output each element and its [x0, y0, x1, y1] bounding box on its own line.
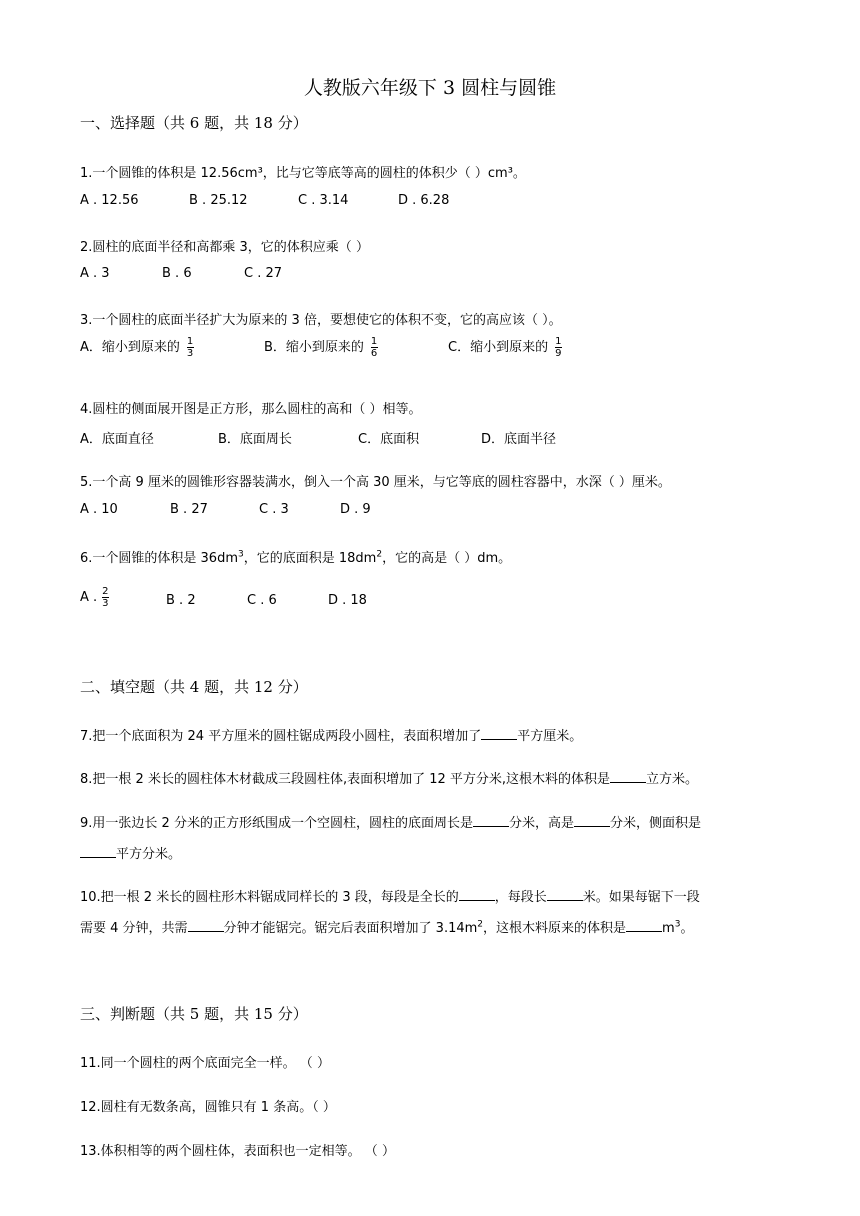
question-10: 10.把一根 2 米长的圆柱形木料锯成同样长的 3 段，每段是全长的 ，每段长 米。如果每锯下一段	[80, 890, 700, 905]
question-6: 6.一个圆锥的体积是 $36dm^3$，它的底面积是 $18dm^2$，它的高是（ ）dm。	[80, 549, 512, 566]
option-c: C . 3.14	[298, 193, 349, 208]
answer-blank[interactable]	[80, 845, 116, 858]
option-d: D．底面半径	[481, 432, 557, 447]
option-a: A．缩小到原来的 $\frac{1}{3}$	[80, 336, 194, 359]
section-heading-choice: 一、选择题（共 6 题，共 18 分）	[80, 114, 308, 132]
question-1: 1.一个圆锥的体积是 12.56cm³，比与它等底等高的圆柱的体积少（ ）cm³。	[80, 166, 526, 181]
answer-blank[interactable]	[188, 919, 224, 932]
option-a: A．底面直径	[80, 432, 154, 447]
question-9-line-2: 平方分米。	[80, 843, 181, 862]
fraction: $\frac{1}{6}$	[370, 336, 378, 359]
answer-blank[interactable]	[610, 770, 646, 783]
fraction: $\frac{2}{3}$	[102, 586, 109, 609]
question-10-line-2: 需要 4 分钟，共需 分钟才能锯完。锯完后表面积增加了 $3.14m^2$，这根木料原来的体积是 $m^3$。	[80, 919, 694, 936]
section-heading-judge: 三、判断题（共 5 题，共 15 分）	[80, 1005, 308, 1023]
section-heading-fill: 二、填空题（共 4 题，共 12 分）	[80, 678, 308, 696]
option-c: C . 27	[244, 266, 283, 281]
answer-blank[interactable]	[459, 888, 495, 901]
answer-blank[interactable]	[481, 727, 517, 740]
option-c: C . 6	[247, 593, 277, 608]
option-b: B . 25.12	[189, 193, 248, 208]
option-b: B．缩小到原来的 $\frac{1}{6}$	[264, 336, 378, 359]
option-c: C．缩小到原来的 $\frac{1}{9}$	[448, 336, 562, 359]
page-title: 人教版六年级下 3 圆柱与圆锥	[303, 77, 557, 99]
option-c: C . 3	[259, 502, 289, 517]
question-9: 9.用一张边长 2 分米的正方形纸围成一个空圆柱，圆柱的底面周长是 分米，高是 分米，侧面积是	[80, 816, 701, 831]
option-a: A . $\frac{2}{3}$	[80, 586, 109, 609]
answer-blank[interactable]	[547, 888, 583, 901]
option-b: B . 6	[162, 266, 192, 281]
answer-blank[interactable]	[574, 814, 610, 827]
question-7: 7.把一个底面积为 24 平方厘米的圆柱锯成两段小圆柱，表面积增加了 平方厘米。	[80, 729, 583, 744]
question-8: 8.把一根 2 米长的圆柱体木材截成三段圆柱体,表面积增加了 12 平方分米,这根木料的体积是 立方米。	[80, 772, 699, 787]
question-4: 4.圆柱的侧面展开图是正方形，那么圆柱的高和（ ）相等。	[80, 402, 422, 417]
option-c: C．底面积	[358, 432, 420, 447]
question-3: 3.一个圆柱的底面半径扩大为原来的 3 倍，要想使它的体积不变，它的高应该（ ）。	[80, 313, 562, 328]
question-5: 5.一个高 9 厘米的圆锥形容器装满水，倒入一个高 30 厘米，与它等底的圆柱容器中，水深（ ）厘米。	[80, 475, 671, 490]
option-b: B . 27	[170, 502, 208, 517]
question-13: 13.体积相等的两个圆柱体，表面积也一定相等。 （ ）	[80, 1144, 395, 1159]
question-2: 2.圆柱的底面半径和高都乘 3，它的体积应乘（ ）	[80, 240, 369, 255]
option-d: D . 6.28	[398, 193, 450, 208]
option-a: A . 12.56	[80, 193, 139, 208]
fraction: $\frac{1}{3}$	[186, 336, 194, 359]
option-a: A . 3	[80, 266, 110, 281]
fraction: $\frac{1}{9}$	[555, 336, 562, 359]
answer-blank[interactable]	[473, 814, 509, 827]
option-d: D . 18	[328, 593, 367, 608]
question-11: 11.同一个圆柱的两个底面完全一样。 （ ）	[80, 1056, 330, 1071]
option-b: B . 2	[166, 593, 196, 608]
option-a: A . 10	[80, 502, 118, 517]
question-12: 12.圆柱有无数条高，圆锥只有 1 条高。（ ）	[80, 1100, 336, 1115]
option-b: B．底面周长	[218, 432, 292, 447]
option-d: D . 9	[340, 502, 371, 517]
answer-blank[interactable]	[626, 919, 662, 932]
